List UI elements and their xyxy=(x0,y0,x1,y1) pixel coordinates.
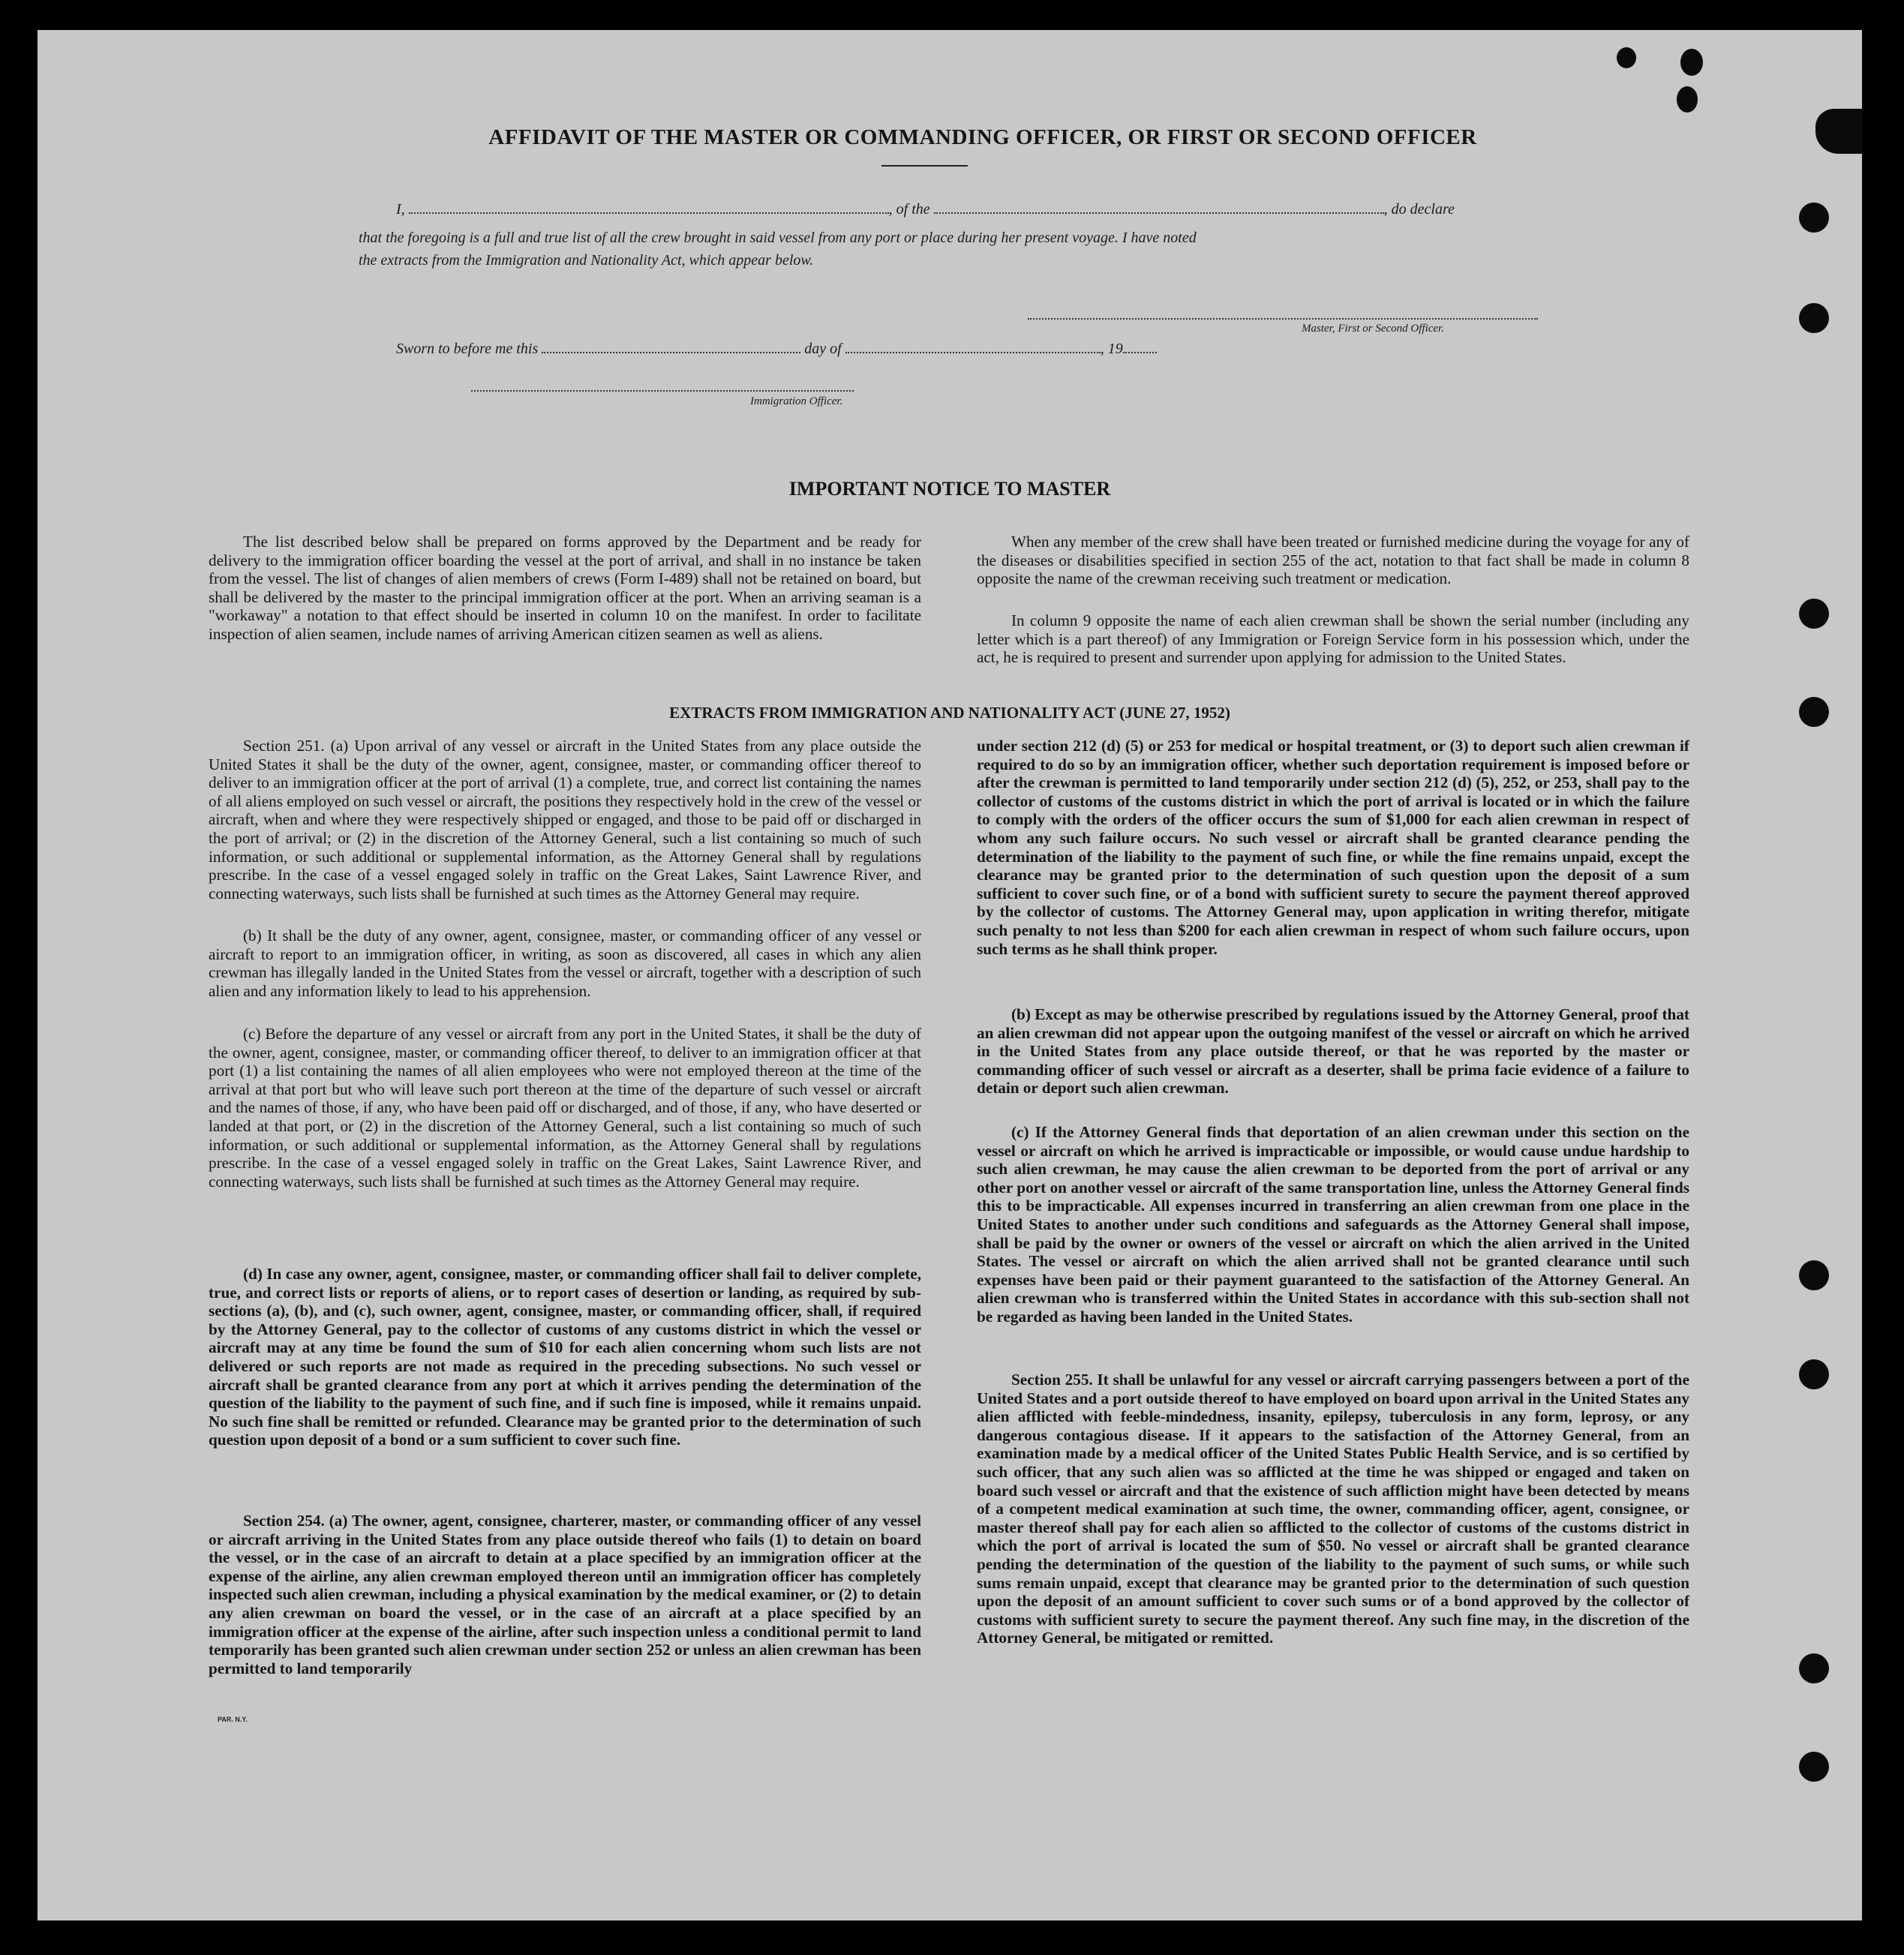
section-254-c: (c) If the Attorney General finds that deportation of an alien crewman under this section on the vessel or aircraft on which he arrived is impracticable or impossible, or would cause undue hardship to such alien crewman, he may cause the alien crewman to be deported from the port of arrival or any other port on another vessel or aircraft of the same transportation line, unless the Attorney General finds this to be impracticable. All expenses incurred in transferring an alien crewman from one place in the United States to another under such conditions and safeguards as the Attorney General shall impose, shall be paid by the owner or owners of the vessel or aircraft on which the alien arrived in the United States. The vessel or aircraft on which the alien arrived shall not be granted clearance until such expenses have been paid or their payment guaranteed to the satisfaction of the Attorney General. An alien crewman who is transferred within the United States in accordance with this sub-section shall not be regarded as having been landed in the United States. xyxy=(977,1123,1689,1326)
notice-right-paragraph-2: In column 9 opposite the name of each alien crewman shall be shown the serial number (including any letter which is a part thereof) of any Immigration or Foreign Service form in his possession which, under the act, he is required to present and surrender upon applying for admission to the United States. xyxy=(977,611,1689,667)
sworn-month-field[interactable] xyxy=(845,341,1101,353)
title-rule xyxy=(881,165,968,167)
printer-mark: PAR. N.Y. xyxy=(218,1716,248,1723)
sworn-day-field[interactable] xyxy=(542,341,800,353)
section-254-a-continued: under section 212 (d) (5) or 253 for medical or hospital treatment, or (3) to deport such alien crewman if required to do so by an immigration officer, whether such deportation requirement is imposed before or after the crewman is permitted to land temporarily under section 212 (d) (5), 252, or 253, shall pay to the collector of customs of the customs district in which the port of arrival is located or in which the failure to comply with the orders of the officer occurs the sum of $1,000 for each alien crewman in respect of whom any such failure occurs. No such vessel or aircraft shall be granted clearance pending the determination of the liability to the payment of such fine, or while the fine remains unpaid, except the clearance may be granted prior to the determination of such question upon the deposit of a sum sufficient to cover such fine, or of a bond with sufficient surety to secure the payment thereof approved by the collector of customs. The Attorney General may, upon application in writing therefor, mitigate such penalty to not less than $200 for each alien crewman in respect of whom such failure occurs, upon such terms as he shall think proper. xyxy=(977,737,1689,958)
vessel-label: , of the xyxy=(888,201,930,218)
section-254-a: Section 254. (a) The owner, agent, consignee, charterer, master, or commanding officer of any vessel or aircraft arriving in the United States from any place outside thereof who fails (1) to detain on board the vessel, or in the case of an aircraft to detain at a place specified by an immigration officer at the expense of the airline, any alien crewman employed thereon until an immigration officer has completely inspected such alien crewman, including a physical examination by the medical examiner, or (2) to detain any alien crewman on board the vessel, or in the case of an aircraft at a place specified by an immigration officer at the expense of the airline, after such inspection unless a conditional permit to land temporarily has been granted such alien crewman under section 252 or unless an alien crewman has been permitted to land temporarily xyxy=(209,1512,921,1677)
day-of-label: day of xyxy=(804,341,842,357)
ink-blot-4 xyxy=(1815,109,1862,154)
binder-hole-3 xyxy=(1799,599,1829,629)
affidavit-statement-line-2: the extracts from the Immigration and Nationality Act, which appear below. xyxy=(359,252,814,269)
binder-hole-8 xyxy=(1799,1752,1829,1782)
notice-heading: IMPORTANT NOTICE TO MASTER xyxy=(788,478,1111,500)
ink-blot-3 xyxy=(1677,86,1698,113)
binder-hole-2 xyxy=(1799,303,1829,333)
vessel-name-field[interactable] xyxy=(934,202,1384,214)
binder-hole-6 xyxy=(1799,1359,1829,1389)
ink-blot-1 xyxy=(1617,47,1636,68)
officer-signature-line[interactable] xyxy=(471,390,854,392)
master-signature-caption: Master, First or Second Officer. xyxy=(1302,323,1444,335)
affidavit-statement-line-1: that the foregoing is a full and true list of all the crew brought in said vessel from any port or place during her present voyage. I have noted xyxy=(359,230,1197,246)
binder-hole-5 xyxy=(1799,1260,1829,1290)
section-251-a: Section 251. (a) Upon arrival of any vessel or aircraft in the United States from any place outside the United States it shall be the duty of the owner, agent, consignee, master, or commanding officer thereof to deliver to an immigration officer at the port of arrival (1) a complete, true, and correct list containing the names of all aliens employed on such vessel or aircraft, the positions they respectively hold in the crew of the vessel or aircraft, when and where they were respectively shipped or engaged, and those to be paid off or discharged in the port of arrival; or (2) in the discretion of the Attorney General, such a list containing so much of such information, or such additional or supplemental information, as the Attorney General shall by regulations prescribe. In the case of a vessel engaged solely in traffic on the Great Lakes, Saint Lawrence River, and connecting waterways, such lists shall be furnished at such times as the Attorney General may require. xyxy=(209,737,921,902)
section-251-c: (c) Before the departure of any vessel or aircraft from any port in the United States, it shall be the duty of the owner, agent, consignee, master, or commanding officer thereof, to deliver to an immigration officer at that port (1) a list containing the names of all alien employees who were not employed thereon at the time of the arrival at that port but who will leave such port thereon at the time of the departure of such vessel or aircraft and the names of those, if any, who have been paid off or discharged, and of those, if any, who have deserted or landed at that port, or (2) in the discretion of the Attorney General, such a list containing so much of such information, or such additional or supplemental information, as the Attorney General shall by regulations prescribe. In the case of a vessel engaged solely in traffic on the Great Lakes, Saint Lawrence River, and connecting waterways, such lists shall be furnished at such times as the Attorney General may require. xyxy=(209,1025,921,1191)
declare-label: , do declare xyxy=(1383,201,1455,218)
sworn-line xyxy=(396,341,1157,358)
officer-signature-caption: Immigration Officer. xyxy=(750,395,843,407)
master-signature-line[interactable] xyxy=(1028,318,1538,320)
sworn-label: Sworn to before me this xyxy=(396,341,539,357)
section-251-d: (d) In case any owner, agent, consignee, master, or commanding officer shall fail to deliver complete, true, and correct lists or reports of aliens, or to report cases of desertion or landing, as required by sub-sections (a), (b), and (c), such owner, agent, consignee, master, or commanding officer, shall, if required by the Attorney General, pay to the collector of customs of any customs district in which the vessel or aircraft may at any time be found the sum of $10 for each alien concerning whom such lists are not delivered or such reports are not made as required in the preceding subsections. No such vessel or aircraft shall be granted clearance from any port at which it arrives pending the determination of the question of the liability to the payment of such fine, and if such fine is imposed, while it remains unpaid. No such fine shall be remitted or refunded. Clearance may be granted prior to the determination of such question upon deposit of a bond or a sum sufficient to cover such fine. xyxy=(209,1265,921,1449)
binder-hole-1 xyxy=(1799,203,1829,233)
declarant-name-field[interactable] xyxy=(409,202,889,214)
section-255: Section 255. It shall be unlawful for any vessel or aircraft carrying passengers between a port of the United States and a port outside thereof to have employed on board upon arrival in the United States any alien afflicted with feeble-mindedness, insanity, epilepsy, tuberculosis in any form, leprosy, or any dangerous contagious disease. If it appears to the satisfaction of the Attorney General, from an examination made by a medical officer of the United States Public Health Service, and is so certified by such officer, that any such alien was so afflicted at the time he was shipped or engaged and taken on board such vessel or aircraft and that the existence of such affliction might have been detected by means of a competent medical examination at such time, the owner, commanding officer, agent, consignee, or master thereof shall pay for each alien so afflicted to the collector of customs of the customs district in which the port of arrival is located the sum of $50. No vessel or aircraft shall be granted clearance pending the determination of the question of the liability to the payment of such sums, or while such sums remain unpaid, except that clearance may be granted prior to the determination of such question upon the deposit of an amount sufficient to cover such sums or of a bond approved by the collector of customs with sufficient surety to secure the payment thereof. Any such fine may, in the discretion of the Attorney General, be mitigated or remitted. xyxy=(977,1371,1689,1647)
declarant-label: I, xyxy=(396,201,405,218)
extracts-heading: EXTRACTS FROM IMMIGRATION AND NATIONALITY ACT (JUNE 27, 1952) xyxy=(669,704,1230,722)
document-page xyxy=(38,30,1862,1920)
section-251-b: (b) It shall be the duty of any owner, agent, consignee, master, or commanding officer of any vessel or aircraft to report to an immigration officer, in writing, as soon as discovered, all cases in which any alien crewman has illegally landed in the United States from the vessel or aircraft, together with a description of such alien and any information likely to lead to his apprehension. xyxy=(209,926,921,1000)
year-label: , 19 xyxy=(1100,341,1123,357)
sworn-year-field[interactable] xyxy=(1123,341,1157,353)
section-254-b: (b) Except as may be otherwise prescribed by regulations issued by the Attorney General, proof that an alien crewman did not appear upon the outgoing manifest of the vessel or aircraft on which he arrived in the United States from any place outside thereof, or that he was reported by the master or commanding officer of such vessel or aircraft as a deserter, shall be prima facie evidence of a failure to detain or deport such alien crewman. xyxy=(977,1005,1689,1098)
notice-right-paragraph-1: When any member of the crew shall have been treated or furnished medicine during the voyage for any of the diseases or disabilities specified in section 255 of the act, notation to that fact shall be made in column 8 opposite the name of the crewman receiving such treatment or medication. xyxy=(977,533,1689,588)
binder-hole-7 xyxy=(1799,1653,1829,1683)
notice-left-paragraph: The list described below shall be prepared on forms approved by the Department and be ready for delivery to the immigration officer boarding the vessel at the port of arrival, and shall in no instance be taken from the vessel. The list of changes of alien members of crews (Form I-489) shall not be retained on board, but shall be delivered by the master to the principal immigration officer at the port. When an arriving seaman is a "workaway" a notation to that effect should be inserted in column 10 on the manifest. In order to facilitate inspection of alien seamen, include names of arriving American citizen seamen as well as aliens. xyxy=(209,533,921,643)
affidavit-title: AFFIDAVIT OF THE MASTER OR COMMANDING OFFICER, OR FIRST OR SECOND OFFICER xyxy=(488,125,1477,149)
declaration-line xyxy=(396,201,1455,218)
ink-blot-2 xyxy=(1680,49,1703,76)
